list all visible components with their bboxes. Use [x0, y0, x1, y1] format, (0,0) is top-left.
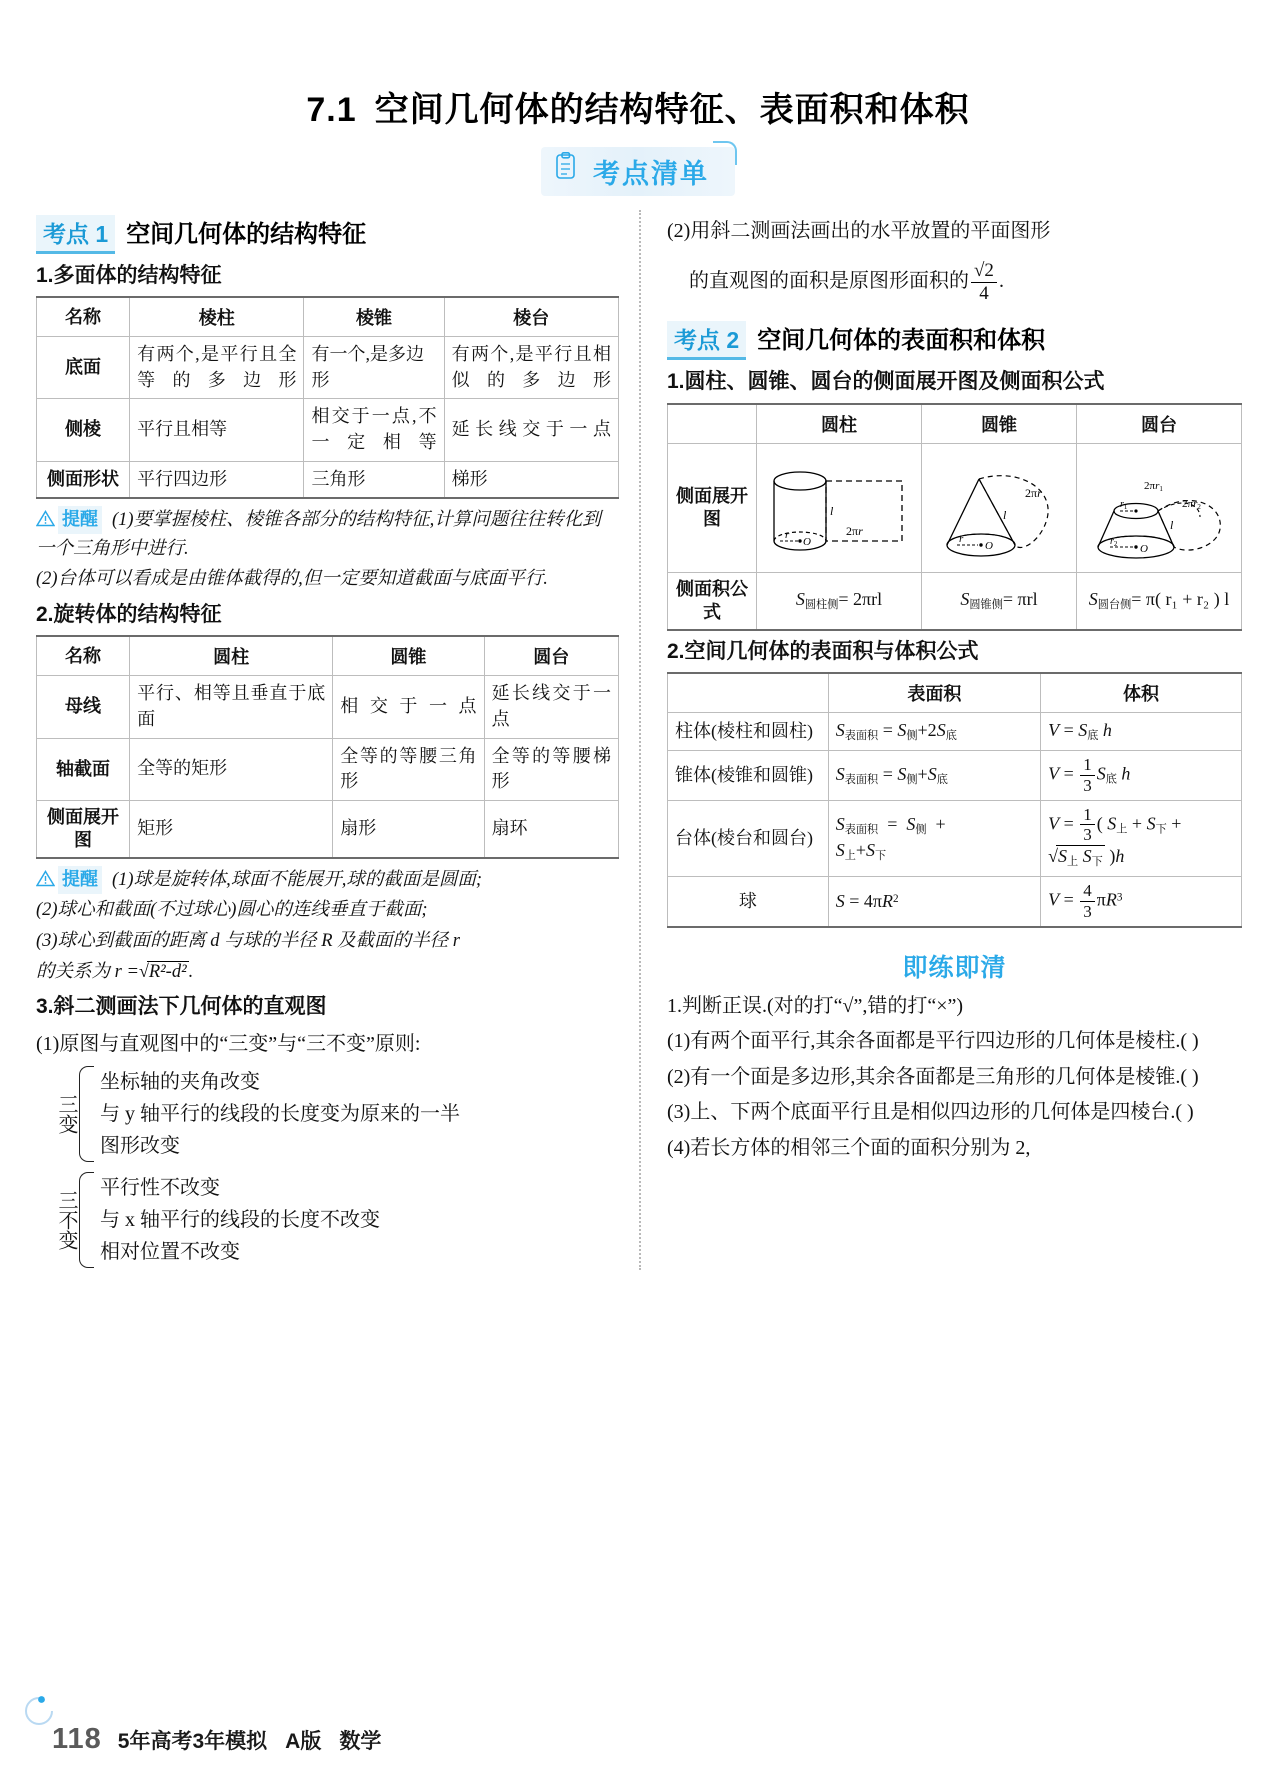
table-row: [668, 877, 1242, 927]
brace-label: 三变: [55, 1094, 77, 1135]
row-label: 球: [668, 877, 829, 927]
formula-rhs: = π( r₁ + r₂ ) l: [1131, 589, 1230, 610]
formula-subscript: 圆锥侧: [969, 599, 1003, 612]
fraction-denominator: 4: [979, 283, 989, 305]
paragraph-text-end: .: [998, 270, 1004, 293]
right-column: [639, 210, 1242, 1270]
practice-item-text: (1)有两个面平行,其余各面都是平行四边形的几何体是棱柱.: [667, 1030, 1181, 1053]
table-cell: 平行且相等: [130, 399, 304, 461]
kaodian-1-header: [36, 214, 619, 254]
footer-brand: 5年高考3年模拟: [117, 1729, 268, 1753]
banner-corner-decoration: [713, 141, 737, 165]
brace-label: 三不变: [55, 1190, 77, 1251]
square-root-expression: √R²-d²: [138, 960, 187, 982]
table-header-cell: 圆柱: [130, 636, 333, 676]
practice-question-head: 1.判断正误.(对的打“√”,错的打“×”): [667, 994, 964, 1017]
table-cell: 相交于一点,不一定相等: [304, 399, 444, 461]
section-2-1-title: 1.圆柱、圆锥、圆台的侧面展开图及侧面积公式: [667, 370, 1105, 394]
table-row: [37, 676, 619, 738]
practice-item: [667, 1096, 1242, 1128]
surface-area-formula: $S = 4\pi R^2$: [828, 877, 1040, 927]
table-cell: 平行四边形: [130, 461, 304, 498]
table-cell: 延长线交于一点: [484, 676, 618, 738]
formula-subscript: 圆柱侧: [804, 599, 839, 612]
fraction-numerator: √2: [971, 261, 997, 283]
brace-item: 坐标轴的夹角改变: [100, 1071, 260, 1094]
tip-block-2: [36, 866, 619, 987]
formula-subscript: 圆台侧: [1097, 599, 1132, 612]
brace-item: 与 x 轴平行的线段的长度不改变: [100, 1209, 380, 1232]
brace-item: 图形改变: [100, 1135, 180, 1158]
page-title-number: 7.1: [306, 91, 357, 129]
solid-of-revolution-table: [36, 635, 619, 858]
row-label: 柱体(棱柱和圆柱): [668, 713, 829, 751]
svg-text:r: r: [959, 532, 964, 545]
section-1-3-paragraph-1: (1)原图与直观图中的“三变”与“三不变”原则:: [36, 1032, 421, 1055]
practice-item: [667, 1025, 1242, 1057]
row-label: 母线: [37, 676, 130, 738]
table-row: [668, 673, 1242, 713]
svg-text:O: O: [1140, 542, 1148, 555]
table-row: [37, 461, 619, 498]
surface-area-formula: $S_{表面积} = S_侧$ + $S_上+S_下$: [828, 800, 1040, 877]
table-row: [37, 337, 619, 399]
table-header-cell: 棱锥: [304, 297, 444, 337]
kaodian-2-header: [667, 320, 1242, 360]
lateral-area-formula-cylinder: [757, 572, 922, 630]
tip-text: 的关系为 r =: [36, 961, 139, 982]
banner-label: 考点清单: [593, 159, 709, 189]
table-row: [37, 297, 619, 337]
table-cell: 全等的等腰梯形: [484, 738, 618, 800]
svg-text:2πr: 2πr: [1025, 485, 1042, 500]
table-cell: 平行、相等且垂直于底面: [130, 676, 333, 738]
warning-triangle-icon: [36, 870, 55, 887]
row-label: 锥体(棱锥和圆锥): [668, 750, 829, 800]
table-row: [668, 713, 1242, 751]
volume-formula: V = $\frac{1}{3}$ $S_底$ h: [1041, 750, 1242, 800]
lateral-area-formula-cone: [922, 572, 1077, 630]
tip-text: (2)球心和截面(不过球心)圆心的连线垂直于截面;: [36, 900, 428, 921]
row-label: 侧面展开图: [668, 443, 757, 572]
frustum-unfolded-figure: [1077, 443, 1242, 572]
svg-text:O: O: [803, 535, 811, 548]
table-header-cell: 名称: [37, 636, 130, 676]
table-cell: 扇环: [484, 800, 618, 858]
tip-line: [36, 866, 619, 895]
page-title: [0, 0, 1276, 131]
svg-text:l: l: [830, 503, 834, 518]
table-cell: 扇形: [333, 800, 484, 858]
page-footer: [0, 1723, 1276, 1756]
row-label: 轴截面: [37, 738, 130, 800]
tip-label: 提醒: [58, 506, 102, 534]
table-header-cell: 棱台: [444, 297, 618, 337]
polyhedron-table: [36, 296, 619, 499]
kaodian-1-tag: 考点 1: [36, 215, 115, 254]
tip-text: (3)球心到截面的距离 d 与球的半径 R 及截面的半径 r: [36, 931, 460, 952]
svg-text:r: r: [785, 528, 790, 541]
practice-item-text: (2)有一个面是多边形,其余各面都是三角形的几何体是棱锥.: [667, 1065, 1181, 1088]
table-cell: 全等的矩形: [130, 738, 333, 800]
brace-row-san-bian: [52, 1066, 619, 1162]
table-cell: 有两个,是平行且相似的多边形: [444, 337, 618, 399]
volume-formula: V = $\frac{1}{3}$ ( $S_上 + S_下$ + $√S_上$ $S_下$ )h: [1041, 800, 1242, 877]
row-label: 底面: [37, 337, 130, 399]
table-cell: 延长线交于一点: [444, 399, 618, 461]
table-row: [668, 443, 1242, 572]
volume-formula: V = $\frac{4}{3}$ $\pi R^3$: [1041, 877, 1242, 927]
answer-blank[interactable]: ( ): [1180, 1065, 1199, 1088]
surface-area-formula: $S_{表面积} = S_侧+S_底$: [828, 750, 1040, 800]
table-header-cell: 棱柱: [130, 297, 304, 337]
row-label: 侧面积公式: [668, 572, 757, 630]
formula-symbol: S: [795, 589, 805, 610]
paragraph-text: 的直观图的面积是原图形面积的: [689, 270, 969, 293]
two-column-body: [0, 210, 1276, 1270]
table-header-cell: [668, 404, 757, 444]
svg-text:r1: $r_1$: [1120, 498, 1128, 511]
row-label: 侧面展开图: [37, 800, 130, 858]
section-1-3-title: 3.斜二测画法下几何体的直观图: [36, 995, 327, 1019]
footer-subject: 数学: [339, 1729, 382, 1753]
table-row: [668, 800, 1242, 877]
table-row: [668, 750, 1242, 800]
table-row: [37, 738, 619, 800]
table-header-cell: [668, 673, 829, 713]
fraction-root2-over-4: [971, 261, 997, 304]
surface-area-formula: $S_{表面积} = S_侧+2S_底$: [828, 713, 1040, 751]
kaodian-2-tag: 考点 2: [667, 321, 746, 360]
footer-edition: A版: [285, 1729, 322, 1753]
practice-item: [667, 1132, 1242, 1164]
svg-text:2πr1: 2πr1: [1144, 479, 1163, 493]
table-header-cell: 圆柱: [757, 404, 922, 444]
row-label: 侧面形状: [37, 461, 130, 498]
formula-symbol: S: [960, 589, 970, 610]
radicand: R²-d²: [148, 961, 187, 982]
tip-label: 提醒: [58, 866, 102, 894]
svg-text:l: l: [1170, 517, 1174, 532]
brace-item: 相对位置不改变: [100, 1241, 240, 1264]
practice-item: [667, 1061, 1242, 1093]
brace-items: [100, 1172, 380, 1268]
lateral-area-formula-frustum: [1077, 572, 1242, 630]
kaodian-qingdan-banner: [541, 147, 735, 196]
table-header-cell: 圆台: [484, 636, 618, 676]
formula-rhs: = πrl: [1002, 589, 1038, 610]
brace-diagram: [52, 1066, 619, 1268]
section-1-1-title: 1.多面体的结构特征: [36, 264, 222, 287]
tip-block-1: [36, 506, 619, 594]
section-1-3-paragraph-2b: [689, 261, 1242, 304]
section-1-2-title: 2.旋转体的结构特征: [36, 603, 222, 627]
brace-item: 与 y 轴平行的线段的长度变为原来的一半: [100, 1103, 460, 1126]
tip-text-end: .: [188, 961, 194, 982]
footer-content: [0, 1723, 1276, 1756]
section-2-2-title: 2.空间几何体的表面积与体积公式: [667, 639, 979, 663]
table-cell: 有两个,是平行且全等的多边形: [130, 337, 304, 399]
brace-items: [100, 1066, 460, 1162]
table-row: [37, 800, 619, 858]
tip-text-with-radical: [36, 958, 619, 987]
svg-text:r2: $r_2$: [1110, 535, 1118, 548]
tip-text: (2)台体可以看成是由锥体截得的,但一定要知道截面与底面平行.: [36, 569, 548, 590]
table-row: [668, 404, 1242, 444]
surface-area-volume-table: [667, 672, 1242, 928]
cylinder-unfolded-figure: [757, 443, 922, 572]
table-cell: 有一个,是多边形: [304, 337, 444, 399]
table-row: [37, 636, 619, 676]
table-header-cell: 圆锥: [922, 404, 1077, 444]
clipboard-icon: [555, 152, 577, 180]
table-cell: 全等的等腰三角形: [333, 738, 484, 800]
formula-rhs: = 2πrl: [838, 589, 883, 610]
table-cell: 矩形: [130, 800, 333, 858]
table-cell: 相交于一点: [333, 676, 484, 738]
practice-item-text: (3)上、下两个底面平行且是相似四边形的几何体是四棱台.: [667, 1101, 1176, 1124]
kaodian-2-title: 空间几何体的表面积和体积: [757, 327, 1046, 355]
tip-line: [36, 506, 619, 563]
practice-item-text: (4)若长方体的相邻三个面的面积分别为 2,: [667, 1136, 1031, 1159]
table-header-cell: 名称: [37, 297, 130, 337]
brace-row-san-bu-bian: [52, 1172, 619, 1268]
table-row: [37, 399, 619, 461]
practice-banner-label: 即练即清: [902, 953, 1007, 982]
curly-brace-icon: [79, 1066, 94, 1162]
table-header-cell: 圆台: [1077, 404, 1242, 444]
table-header-cell: 体积: [1041, 673, 1242, 713]
practice-banner: [667, 948, 1242, 984]
answer-blank[interactable]: ( ): [1180, 1030, 1199, 1053]
kaodian-qingdan-banner-wrap: [0, 147, 1276, 196]
lateral-surface-table: [667, 403, 1242, 631]
page-number: 118: [52, 1723, 102, 1755]
tip-text: (1)要掌握棱柱、棱锥各部分的结构特征,计算问题往往转化到一个三角形中进行.: [36, 510, 601, 559]
row-label: 台体(棱台和圆台): [668, 800, 829, 877]
volume-formula: $V = S_底$ h: [1041, 713, 1242, 751]
answer-blank[interactable]: ( ): [1175, 1101, 1194, 1124]
svg-text:2πr: 2πr: [846, 523, 863, 538]
formula-symbol: S: [1088, 589, 1098, 610]
table-header-cell: 表面积: [828, 673, 1040, 713]
warning-triangle-icon: [36, 510, 55, 527]
curly-brace-icon: [79, 1172, 94, 1268]
brace-item: 平行性不改变: [100, 1177, 220, 1200]
tip-text: (1)球是旋转体,球面不能展开,球的截面是圆面;: [112, 869, 482, 890]
footer-decoration-icon: [22, 1694, 56, 1728]
svg-text:l: l: [1003, 507, 1007, 522]
row-label: 侧棱: [37, 399, 130, 461]
kaodian-1-title: 空间几何体的结构特征: [126, 221, 367, 248]
table-header-cell: 圆锥: [333, 636, 484, 676]
svg-text:2πr2: 2πr2: [1182, 497, 1201, 511]
section-1-3-paragraph-2a: (2)用斜二测画法画出的水平放置的平面图形: [667, 220, 1051, 242]
left-column: [36, 210, 639, 1270]
svg-text:O: O: [985, 539, 993, 552]
table-cell: 三角形: [304, 461, 444, 498]
table-row: [668, 572, 1242, 630]
cone-unfolded-figure: [922, 443, 1077, 572]
page-title-text: 空间几何体的结构特征、表面积和体积: [374, 91, 970, 129]
table-cell: 梯形: [444, 461, 618, 498]
